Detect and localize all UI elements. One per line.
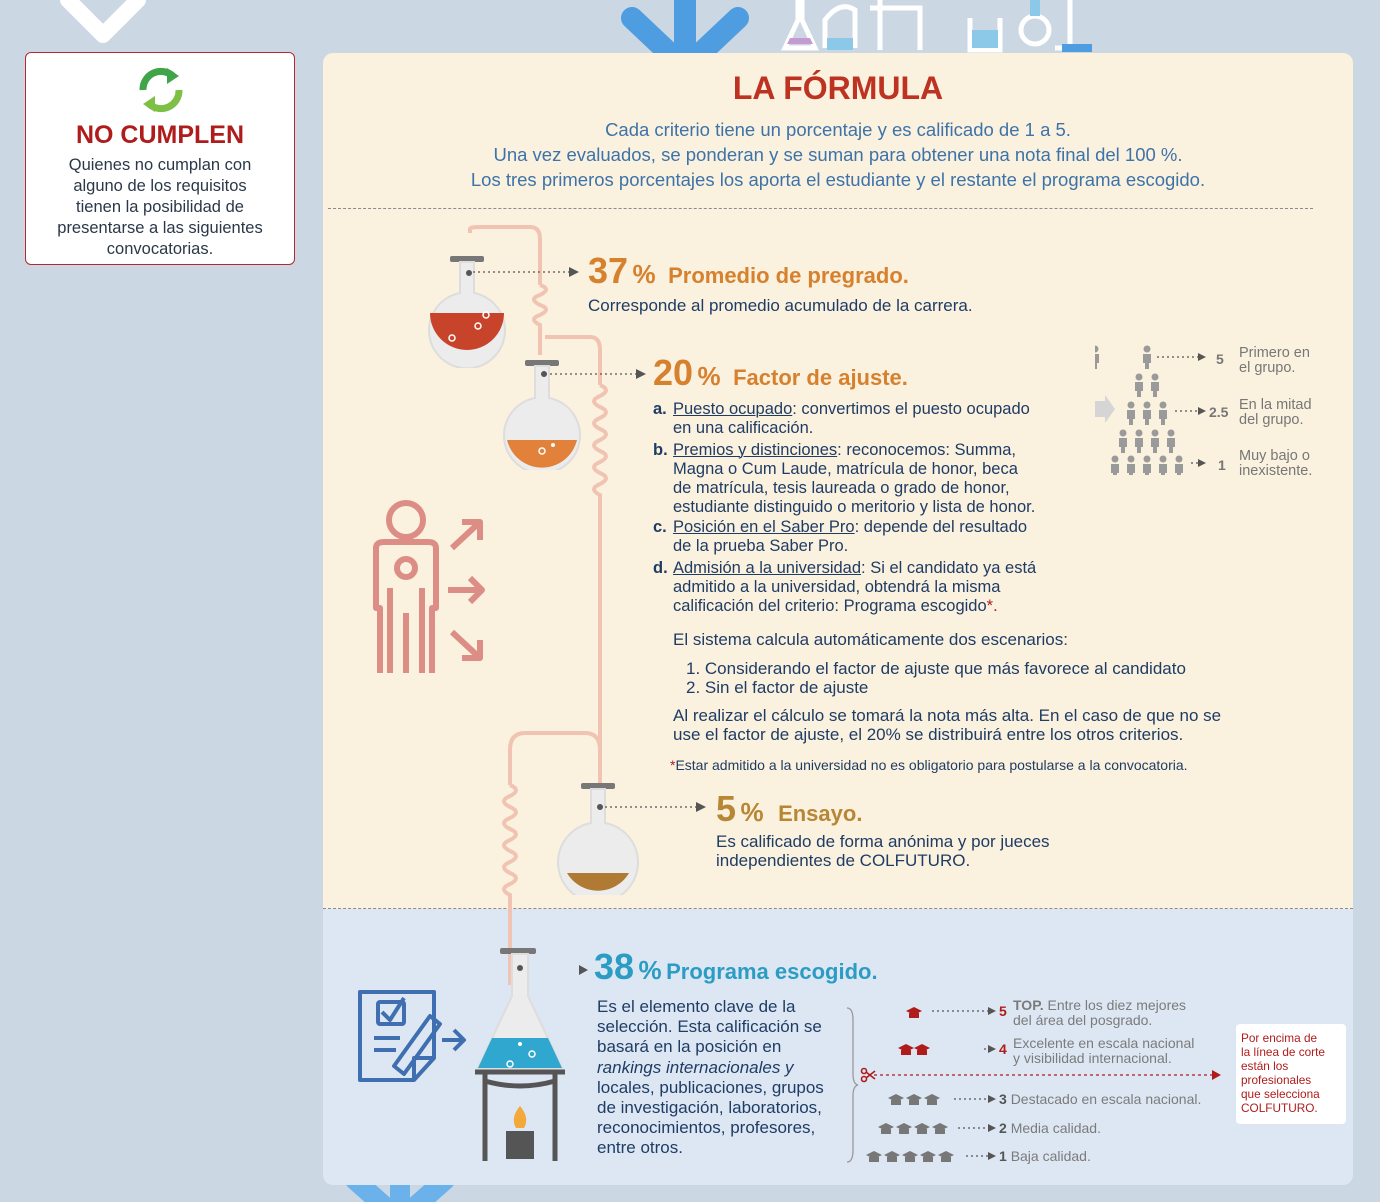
down-arrow-icon: [58, 0, 148, 50]
ensayo-desc: Es calificado de forma anónima y por jueces independientes de COLFUTURO.: [716, 832, 1050, 870]
ranking-score-25: 2.5: [1209, 404, 1229, 420]
programa-label: Programa escogido.: [666, 959, 878, 984]
page-title: LA FÓRMULA: [732, 70, 944, 106]
level-2: 2 Media calidad.: [999, 1120, 1101, 1136]
promedio-heading: 37 % Promedio de pregrado.: [588, 250, 909, 291]
level-1: 1 Baja calidad.: [999, 1148, 1091, 1164]
small-arrow-icon: [578, 963, 590, 977]
programa-percent: 38: [594, 946, 635, 987]
checklist-icon: [356, 988, 474, 1084]
ranking-text-low: Muy bajo o inexistente.: [1239, 448, 1313, 479]
flask-burner-icon: [470, 946, 570, 1166]
ensayo-percent: 5: [716, 788, 737, 829]
programa-desc: Es el elemento clave de la selección. Esta calificación se basará en la posición en rankings internacionales y locales, publicaciones, grupos de investigación, laboratorios, reconocimientos, profesores, entre otros.: [597, 997, 824, 1158]
ensayo-heading: 5 % Ensayo.: [716, 788, 863, 829]
level-3: 3 Destacado en escala nacional.: [999, 1091, 1202, 1107]
promedio-label: Promedio de pregrado.: [668, 263, 909, 288]
cutoff-line: [860, 1066, 1225, 1084]
recycle-arrows-icon: [133, 64, 189, 116]
level-5: 5 TOP. Entre los diez mejores del área del posgrado.: [999, 997, 1187, 1028]
programa-heading: 38 % Programa escogido.: [594, 946, 878, 987]
factor-label: Factor de ajuste.: [733, 365, 908, 390]
ranking-score-1: 1: [1218, 457, 1226, 473]
no-cumplen-card: [25, 52, 295, 265]
promedio-percent: 37: [588, 250, 629, 291]
factor-heading: 20 % Factor de ajuste.: [653, 352, 908, 393]
bracket: [845, 1006, 859, 1164]
no-cumplen-text: Quienes no cumplan con alguno de los requisitos tienen la posibilidad de presentarse a las siguientes convocatorias.: [57, 156, 263, 258]
level-4: 4 Excelente en escala nacional y visibilidad internacional.: [999, 1035, 1195, 1066]
scissors-icon: [860, 1067, 876, 1083]
factor-percent: 20: [653, 352, 694, 393]
ensayo-label: Ensayo.: [778, 801, 863, 826]
cutoff-note: Por encima de la línea de corte están los profesionales que selecciona COLFUTURO.: [1236, 1024, 1346, 1124]
lab-glassware-illustration: [770, 0, 1110, 55]
divider: [328, 208, 1313, 209]
no-cumplen-title: NO CUMPLEN: [75, 121, 245, 149]
factor-item-c: c. Posición en el Saber Pro: depende del resultado de la prueba Saber Pro.: [653, 518, 1028, 555]
factor-footnote: *Estar admitido a la universidad no es obligatorio para postularse a la convocatoria.: [670, 757, 1188, 773]
ranking-score-5: 5: [1216, 351, 1224, 367]
factor-item-d: d. Admisión a la universidad: Si el candidato ya está admitido a la universidad, obtendrá la misma calificación del criterio: Programa escogido*.: [653, 559, 1037, 615]
scenarios-list: 1. Considerando el factor de ajuste que más favorece al candidato 2. Sin el factor de ajuste: [686, 659, 1186, 697]
formula-intro: Cada criterio tiene un porcentaje y es calificado de 1 a 5. Una vez evaluados, se ponderan y se suman para obtener una nota final del 100 %. Los tres primeros porcentajes los aporta el estudiante y el restante el programa escogido.: [470, 119, 1206, 190]
factor-item-b: b. Premios y distinciones: reconocemos: Summa, Magna o Cum Laude, matrícula de honor, beca de matrícula, tesis laureada o grado de honor, estudiante distinguido o meritorio y lista de honor.: [653, 441, 1036, 516]
promedio-desc: Corresponde al promedio acumulado de la carrera.: [588, 296, 973, 315]
ranking-text-middle: En la mitad del grupo.: [1239, 397, 1312, 428]
scenarios-intro: El sistema calcula automáticamente dos escenarios:: [673, 630, 1068, 649]
factor-item-a: a. Puesto ocupado: convertimos el puesto ocupado en una calificación.: [653, 400, 1030, 437]
factor-conclusion: Al realizar el cálculo se tomará la nota más alta. En el caso de que no se use el factor de ajuste, el 20% se distribuirá entre los otros criterios.: [673, 706, 1222, 744]
ranking-text-first: Primero en el grupo.: [1239, 345, 1310, 376]
